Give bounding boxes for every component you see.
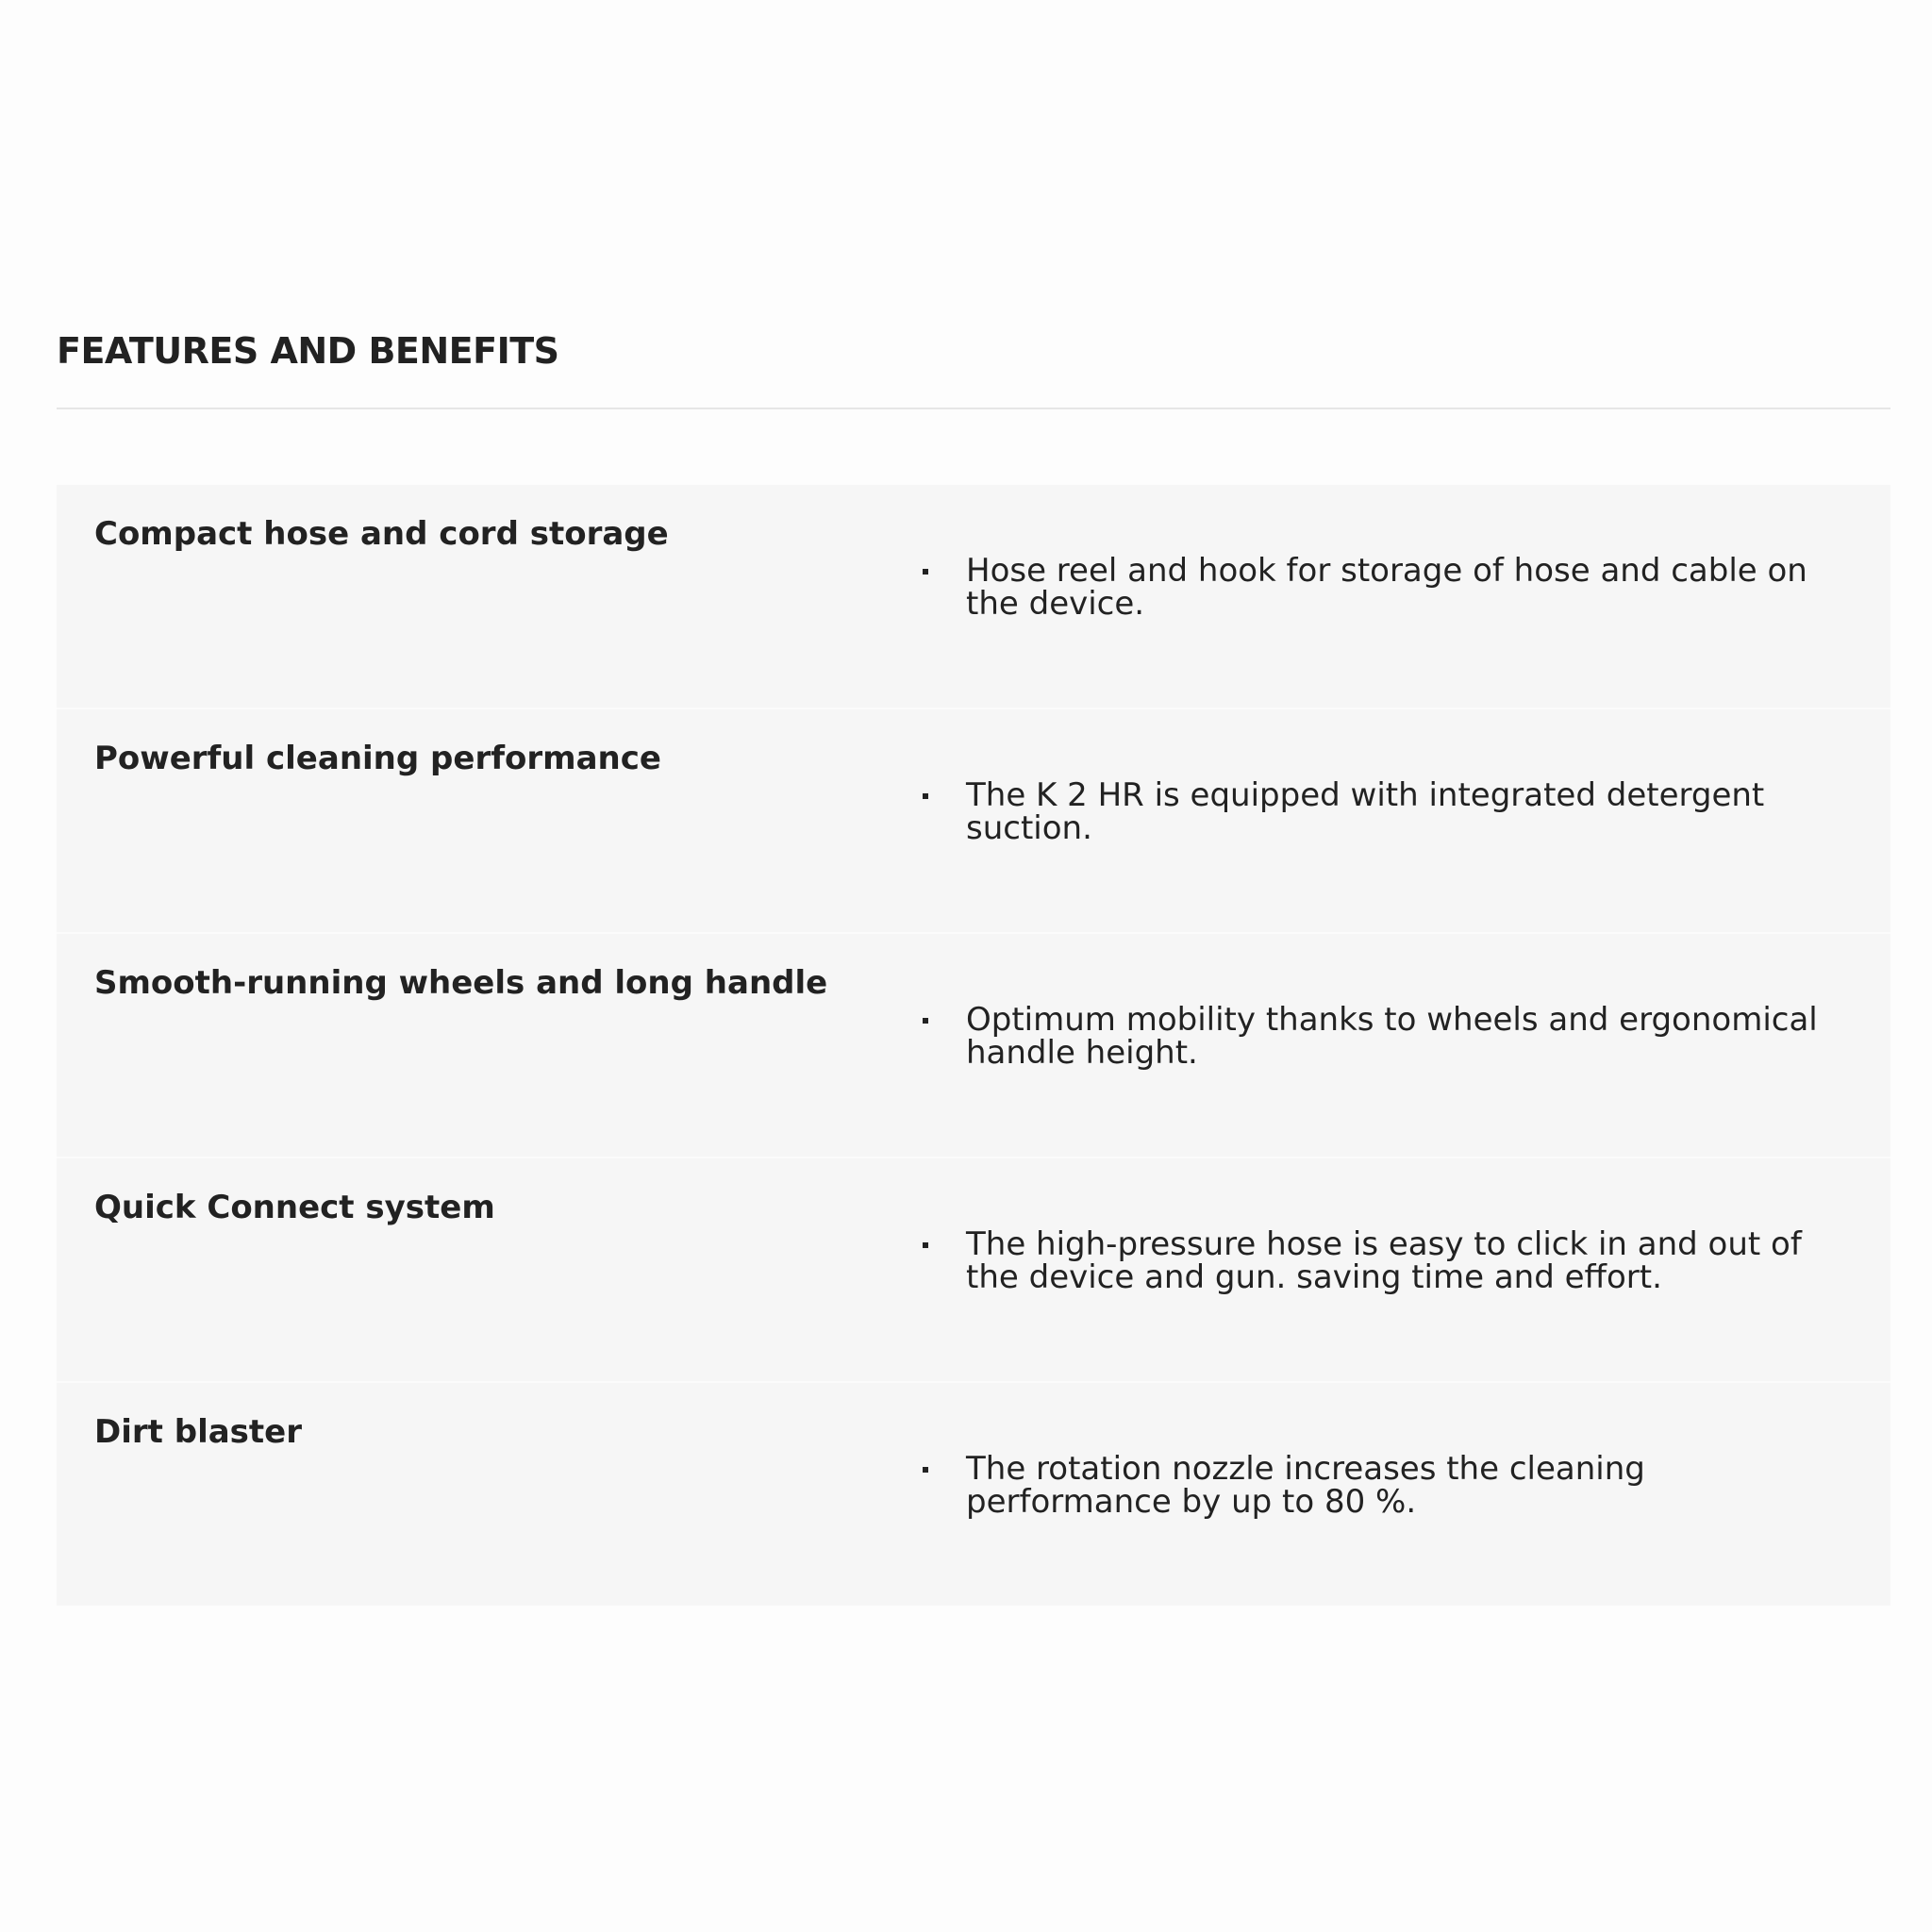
benefit-text: Optimum mobility thanks to wheels and ergonomical handle height. <box>966 1001 1818 1072</box>
features-and-benefits-section <box>57 326 1890 1606</box>
feature-name: Smooth-running wheels and long handle <box>94 964 828 1002</box>
benefit-item <box>866 1001 1847 1072</box>
benefit-text: The K 2 HR is equipped with integrated detergent suction. <box>966 776 1765 847</box>
benefit-text: The rotation nozzle increases the cleaning performance by up to 80 %. <box>966 1450 1645 1521</box>
section-divider <box>57 408 1890 409</box>
features-table <box>57 485 1890 1606</box>
feature-name: Quick Connect system <box>94 1189 495 1226</box>
bullet-icon <box>923 1018 928 1024</box>
benefit-list <box>866 776 1847 847</box>
benefit-text: The high-pressure hose is easy to click in and out of the device and gun. saving time and effort. <box>966 1225 1802 1296</box>
feature-row <box>57 485 1890 709</box>
feature-name: Compact hose and cord storage <box>94 515 669 553</box>
section-title: FEATURES AND BENEFITS <box>57 330 559 372</box>
bullet-icon <box>923 793 928 799</box>
benefit-list <box>866 1225 1847 1296</box>
bullet-icon <box>923 1242 928 1248</box>
benefit-text: Hose reel and hook for storage of hose and cable on the device. <box>966 552 1807 623</box>
feature-name: Powerful cleaning performance <box>94 740 661 777</box>
benefit-item <box>866 1450 1847 1521</box>
feature-row <box>57 934 1890 1158</box>
bullet-icon <box>923 569 928 575</box>
bullet-icon <box>923 1467 928 1473</box>
feature-row <box>57 1383 1890 1606</box>
benefit-item <box>866 1225 1847 1296</box>
benefit-list <box>866 552 1847 623</box>
benefit-list <box>866 1001 1847 1072</box>
benefit-list <box>866 1450 1847 1521</box>
feature-row <box>57 709 1890 934</box>
benefit-item <box>866 552 1847 623</box>
benefit-item <box>866 776 1847 847</box>
feature-name: Dirt blaster <box>94 1413 302 1451</box>
feature-row <box>57 1158 1890 1383</box>
